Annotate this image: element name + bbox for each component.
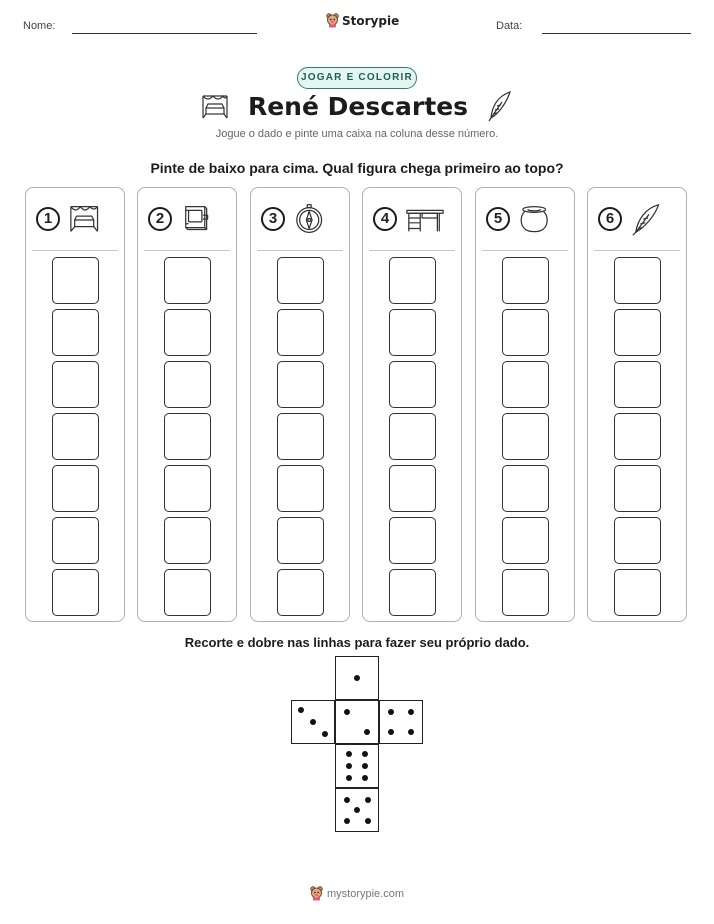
color-box[interactable] bbox=[277, 413, 324, 460]
color-box[interactable] bbox=[389, 517, 436, 564]
die-pip bbox=[408, 709, 414, 715]
color-box[interactable] bbox=[277, 257, 324, 304]
color-box[interactable] bbox=[614, 309, 661, 356]
column-divider bbox=[257, 250, 343, 251]
column-divider bbox=[32, 250, 118, 251]
quill-icon bbox=[630, 202, 670, 236]
name-line[interactable] bbox=[72, 33, 257, 34]
color-box[interactable] bbox=[614, 257, 661, 304]
color-box[interactable] bbox=[502, 413, 549, 460]
footer bbox=[310, 886, 404, 901]
column-number: 3 bbox=[261, 207, 285, 231]
color-box[interactable] bbox=[277, 361, 324, 408]
color-box[interactable] bbox=[389, 465, 436, 512]
die-pip bbox=[322, 731, 328, 737]
color-instruction: Pinte de baixo para cima. Qual figura chega primeiro ao topo? bbox=[150, 160, 564, 176]
color-box[interactable] bbox=[389, 569, 436, 616]
color-box[interactable] bbox=[502, 569, 549, 616]
color-box[interactable] bbox=[164, 361, 211, 408]
color-box[interactable] bbox=[502, 465, 549, 512]
color-box[interactable] bbox=[389, 361, 436, 408]
die-face-1 bbox=[335, 656, 379, 700]
column-5 bbox=[475, 187, 575, 622]
die-pip bbox=[344, 709, 350, 715]
column-header bbox=[373, 202, 445, 236]
die-pip bbox=[354, 807, 360, 813]
die-face-5 bbox=[335, 788, 379, 832]
column-header bbox=[148, 202, 220, 236]
color-box[interactable] bbox=[277, 309, 324, 356]
die-pip bbox=[365, 797, 371, 803]
column-divider bbox=[369, 250, 455, 251]
die-pip bbox=[388, 729, 394, 735]
column-6 bbox=[587, 187, 687, 622]
brand-name: Storypie bbox=[342, 13, 400, 28]
die-pip bbox=[354, 675, 360, 681]
color-box[interactable] bbox=[52, 413, 99, 460]
color-box[interactable] bbox=[52, 309, 99, 356]
die-pip bbox=[362, 775, 368, 781]
canopy-bed-icon bbox=[68, 202, 108, 236]
color-box[interactable] bbox=[614, 413, 661, 460]
color-box[interactable] bbox=[52, 257, 99, 304]
die-pip bbox=[346, 775, 352, 781]
column-divider bbox=[594, 250, 680, 251]
color-box[interactable] bbox=[164, 465, 211, 512]
color-box[interactable] bbox=[52, 361, 99, 408]
pot-icon bbox=[518, 202, 558, 236]
die-face-2 bbox=[335, 700, 379, 744]
die-face-6 bbox=[335, 744, 379, 788]
book-icon bbox=[180, 202, 220, 236]
column-number: 4 bbox=[373, 207, 397, 231]
column-divider bbox=[482, 250, 568, 251]
die-pip bbox=[388, 709, 394, 715]
title-row bbox=[0, 90, 714, 122]
column-4 bbox=[362, 187, 462, 622]
color-box[interactable] bbox=[277, 569, 324, 616]
color-box[interactable] bbox=[389, 413, 436, 460]
die-pip bbox=[298, 707, 304, 713]
die-face-4 bbox=[379, 700, 423, 744]
column-1 bbox=[25, 187, 125, 622]
quill-icon bbox=[486, 90, 514, 122]
column-2 bbox=[137, 187, 237, 622]
desk-icon bbox=[405, 202, 445, 236]
page-title: René Descartes bbox=[247, 91, 469, 121]
color-box[interactable] bbox=[502, 361, 549, 408]
column-number: 2 bbox=[148, 207, 172, 231]
dice-instruction: Recorte e dobre nas linhas para fazer seu próprio dado. bbox=[184, 635, 530, 650]
die-face-3 bbox=[291, 700, 335, 744]
canopy-bed-icon bbox=[200, 92, 230, 120]
column-divider bbox=[144, 250, 230, 251]
page-subtitle: Jogue o dado e pinte uma caixa na coluna desse número. bbox=[215, 128, 499, 140]
date-label: Data: bbox=[496, 20, 523, 32]
die-pip bbox=[346, 763, 352, 769]
die-pip bbox=[310, 719, 316, 725]
color-box[interactable] bbox=[164, 413, 211, 460]
name-label: Nome: bbox=[23, 20, 56, 32]
color-box[interactable] bbox=[614, 465, 661, 512]
die-pip bbox=[364, 729, 370, 735]
color-box[interactable] bbox=[502, 257, 549, 304]
bear-logo-icon bbox=[310, 886, 323, 901]
die-pip bbox=[346, 751, 352, 757]
compass-icon bbox=[293, 202, 333, 236]
color-box[interactable] bbox=[614, 569, 661, 616]
column-number: 5 bbox=[486, 207, 510, 231]
color-box[interactable] bbox=[52, 517, 99, 564]
die-pip bbox=[362, 751, 368, 757]
activity-badge: JOGAR E COLORIR bbox=[297, 67, 417, 89]
color-box[interactable] bbox=[277, 517, 324, 564]
die-pip bbox=[408, 729, 414, 735]
brand-logo bbox=[326, 13, 399, 28]
color-box[interactable] bbox=[164, 309, 211, 356]
die-pip bbox=[344, 818, 350, 824]
color-box[interactable] bbox=[164, 257, 211, 304]
color-box[interactable] bbox=[502, 309, 549, 356]
footer-url: mystorypie.com bbox=[327, 887, 405, 900]
column-header bbox=[486, 202, 558, 236]
die-pip bbox=[365, 818, 371, 824]
color-box[interactable] bbox=[389, 257, 436, 304]
color-box[interactable] bbox=[164, 569, 211, 616]
bear-logo-icon bbox=[326, 13, 339, 28]
die-pip bbox=[362, 763, 368, 769]
color-box[interactable] bbox=[389, 309, 436, 356]
color-box[interactable] bbox=[614, 361, 661, 408]
column-header bbox=[36, 202, 108, 236]
column-number: 1 bbox=[36, 207, 60, 231]
die-pip bbox=[344, 797, 350, 803]
color-box[interactable] bbox=[164, 517, 211, 564]
date-line[interactable] bbox=[542, 33, 691, 34]
column-header bbox=[598, 202, 670, 236]
color-box[interactable] bbox=[52, 569, 99, 616]
color-box[interactable] bbox=[52, 465, 99, 512]
color-box[interactable] bbox=[277, 465, 324, 512]
color-box[interactable] bbox=[614, 517, 661, 564]
color-box[interactable] bbox=[502, 517, 549, 564]
column-header bbox=[261, 202, 333, 236]
column-number: 6 bbox=[598, 207, 622, 231]
column-3 bbox=[250, 187, 350, 622]
